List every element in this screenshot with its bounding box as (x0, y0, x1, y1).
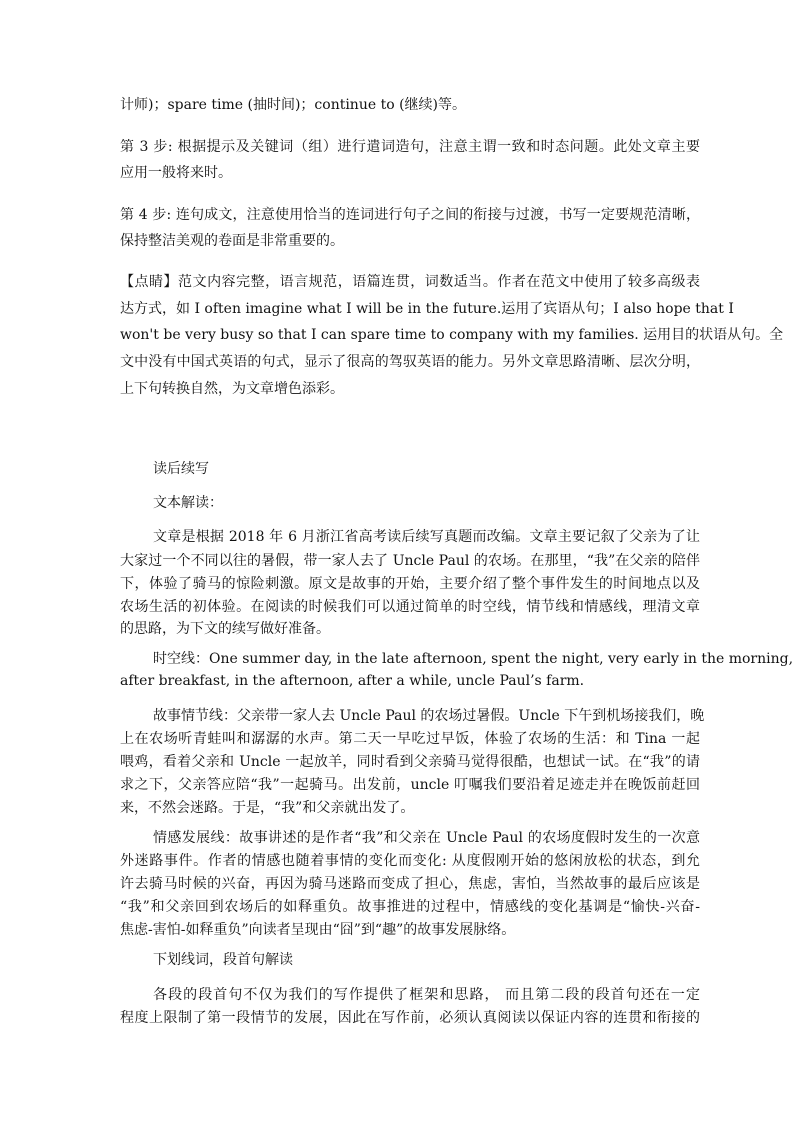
step3-line-1: 第 3 步: 根据提示及关键词（组）进行遣词造句，注意主谓一致和时态问题。此处文章主要 (120, 139, 700, 155)
plotline-line-1: 故事情节线：父亲带一家人去 Uncle Paul 的农场过暑假。Uncle 下午到机场接我们，晚 (153, 708, 705, 724)
timeline-line-1: 时空线：One summer day, in the late afternoon, spent the night, very early in the morning, (153, 651, 794, 667)
comment-line-5: 上下句转换自然，为文章增色添彩。 (120, 381, 344, 397)
plotline-line-2: 上在农场听青蛙叫和潺潺的水声。第二天一早吃过早饭，体验了农场的生活：和 Tina 一起 (120, 731, 700, 747)
comment-line-4: 文中没有中国式英语的句式，显示了很高的驾驭英语的能力。另外文章思路清晰、层次分明， (120, 354, 700, 370)
step3-line-2: 应用一般将来时。 (120, 165, 232, 181)
plotline-line-5: 来，不然会迷路。于是，“我”和父亲就出发了。 (120, 800, 415, 816)
para-last-line-1: 各段的段首句不仅为我们的写作提供了框架和思路， 而且第二段的段首句还在一定 (153, 987, 700, 1003)
emotionline-line-1: 情感发展线：故事讲述的是作者“我”和父亲在 Uncle Paul 的农场度假时发生的一次意 (153, 830, 700, 846)
emotionline-line-5: 焦虑-害怕-如释重负”向读者呈现由“囧”到“趣”的故事发展脉络。 (120, 922, 516, 938)
plotline-line-3: 喂鸡，看着父亲和 Uncle 一起放羊，同时看到父亲骑马觉得很酷，也想试一试。在“我”的请 (120, 754, 700, 770)
comment-line-3: won't be very busy so that I can spare time to company with my families. 运用目的状语从句。全 (120, 327, 784, 343)
steps-tail-line: 计师)；spare time (抽时间)；continue to (继续)等。 (120, 97, 467, 113)
para1-line-1: 文章是根据 2018 年 6 月浙江省高考读后续写真题而改编。文章主要记叙了父亲为了让 (153, 529, 700, 545)
emotionline-line-3: 许去骑马时候的兴奋，再因为骑马迷路而变成了担心，焦虑，害怕，当然故事的最后应该是 (120, 876, 700, 892)
plotline-line-4: 求之下，父亲答应陪“我”一起骑马。出发前，uncle 叮嘱我们要沿着足迹走并在晚饭前赶回 (120, 777, 700, 793)
emotionline-line-2: 外迷路事件。作者的情感也随着事情的变化而变化: 从度假刚开始的悠闲放松的状态，到允 (120, 853, 700, 869)
step4-line-1: 第 4 步: 连句成文，注意使用恰当的连词进行句子之间的衔接与过渡，书写一定要规范清晰， (120, 207, 700, 223)
para1-line-3: 下，体验了骑马的惊险刺激。原文是故事的开始，主要介绍了整个事件发生的时间地点以及 (120, 576, 700, 592)
para-last-line-2: 程度上限制了第一段情节的发展，因此在写作前，必须认真阅读以保证内容的连贯和衔接的 (120, 1010, 700, 1026)
timeline-line-2: after breakfast, in the afternoon, after a while, uncle Paul’s farm. (120, 673, 585, 689)
para1-line-4: 农场生活的初体验。在阅读的时候我们可以通过简单的时空线，情节线和情感线，理清文章 (120, 599, 700, 615)
para1-line-2: 大家过一个不同以往的暑假，带一家人去了 Uncle Paul 的农场。在那里，“我”在父亲的陪伴 (120, 553, 700, 569)
heading: 读后续写 (153, 461, 209, 477)
para1-line-5: 的思路，为下文的续写做好准备。 (120, 621, 330, 637)
comment-line-1: 【点睛】范文内容完整，语言规范，语篇连贯，词数适当。作者在范文中使用了较多高级表 (120, 274, 700, 290)
step4-line-2: 保持整洁美观的卷面是非常重要的。 (120, 233, 344, 249)
underline-heading: 下划线词，段首句解读 (153, 952, 293, 968)
subheading: 文本解读： (153, 495, 223, 511)
comment-line-2: 达方式，如 I often imagine what I will be in the future.运用了宾语从句；I also hope that I (120, 301, 734, 317)
emotionline-line-4: “我”和父亲回到农场后的如释重负。故事推进的过程中，情感线的变化基调是“愉快-兴奋- (120, 899, 700, 915)
